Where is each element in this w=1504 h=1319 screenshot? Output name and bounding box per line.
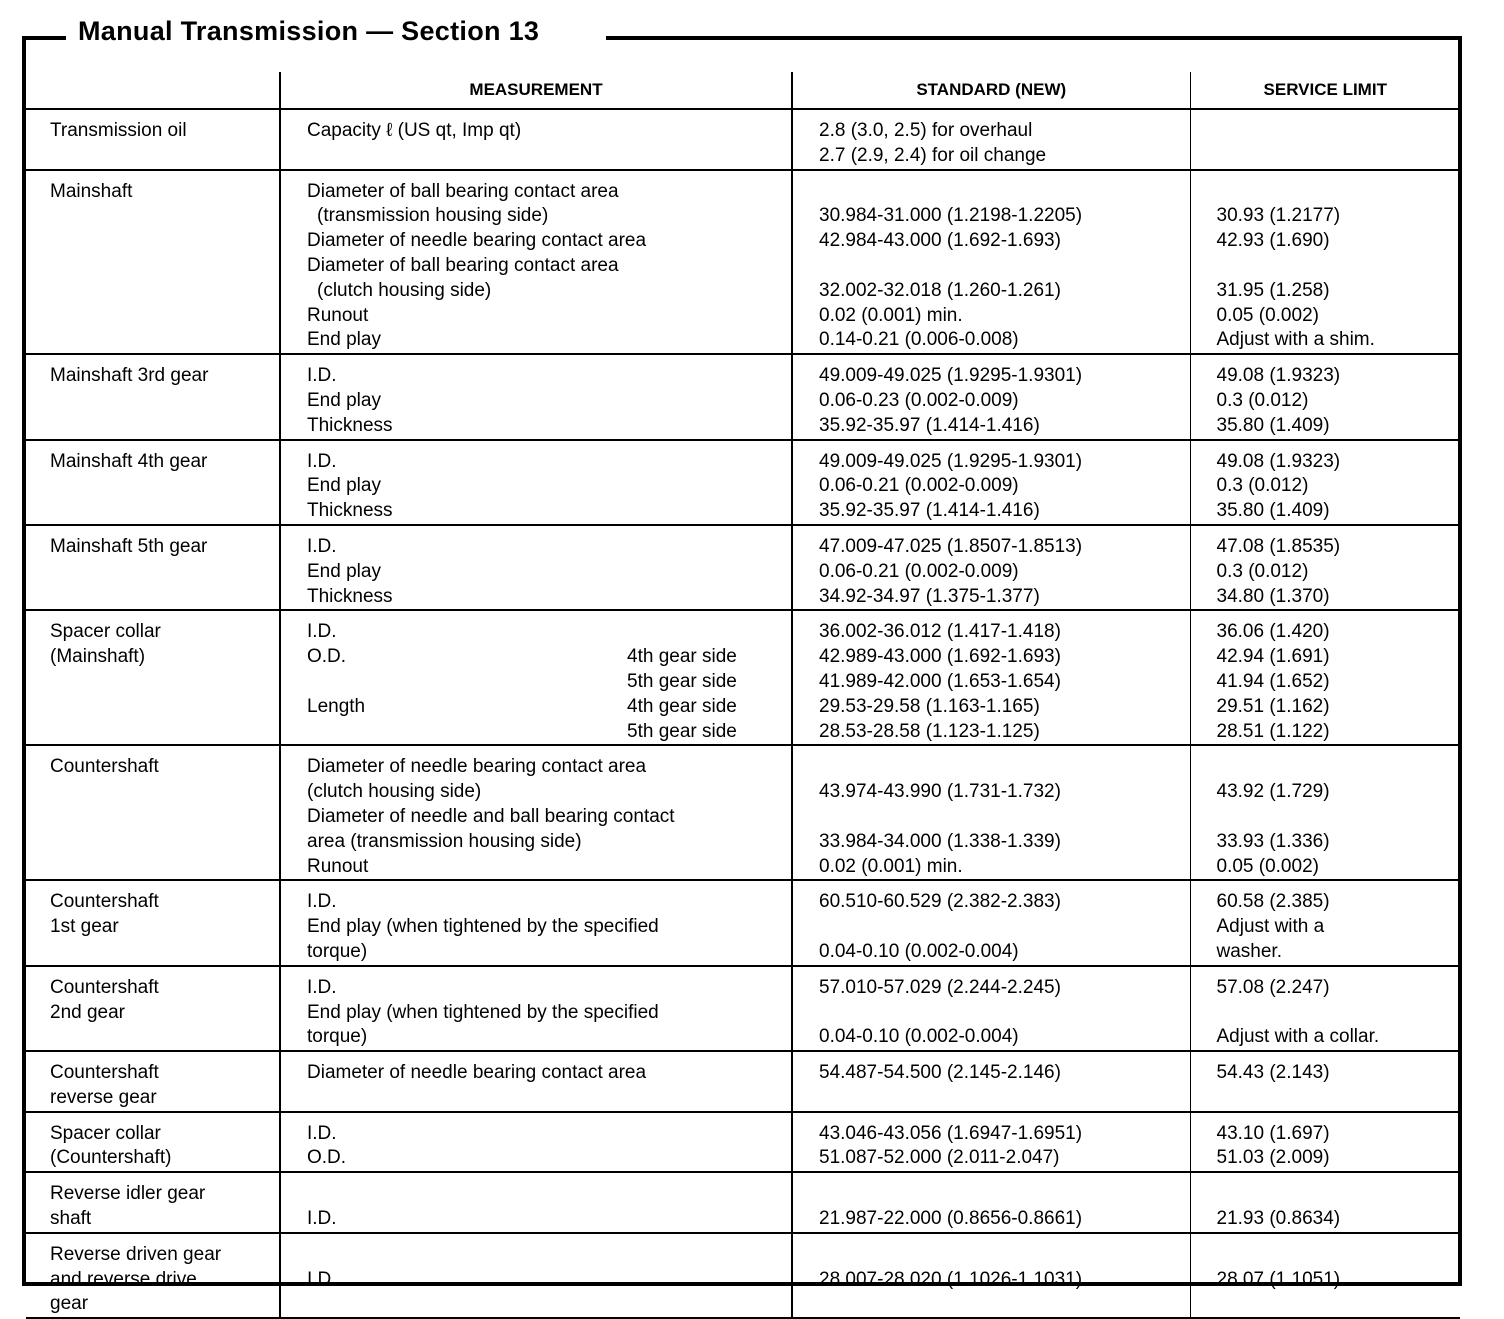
limit-line: 35.80 (1.409) bbox=[1216, 414, 1330, 436]
standard-cell bbox=[792, 109, 1190, 170]
limit-line: 49.08 (1.9323) bbox=[1216, 365, 1341, 387]
measurement-cell bbox=[280, 1172, 792, 1233]
measurement-line: area (transmission housing side) bbox=[307, 830, 582, 852]
measurement-line: Capacity ℓ (US qt, Imp qt) bbox=[307, 120, 522, 141]
measurement-cell bbox=[280, 1051, 792, 1112]
measurement-side: 4th gear side bbox=[627, 646, 737, 668]
part-line: Mainshaft 4th gear bbox=[50, 450, 208, 472]
standard-line: 47.009-47.025 (1.8507-1.8513) bbox=[819, 535, 1083, 557]
standard-line: 21.987-22.000 (0.8656-0.8661) bbox=[819, 1208, 1083, 1230]
measurement-label: O.D. bbox=[307, 646, 347, 668]
standard-line: 33.984-34.000 (1.338-1.339) bbox=[819, 830, 1061, 852]
limit-line: Adjust with a shim. bbox=[1216, 329, 1375, 351]
part-line: reverse gear bbox=[50, 1086, 157, 1108]
limit-line: 28.07 (1.1051) bbox=[1216, 1268, 1341, 1290]
measurement-line: Thickness bbox=[307, 585, 393, 607]
standard-cell bbox=[792, 1233, 1190, 1318]
measurement-side: 5th gear side bbox=[627, 670, 737, 692]
limit-line bbox=[1217, 1243, 1461, 1268]
part-line: Mainshaft 3rd gear bbox=[50, 365, 209, 387]
part-line: Countershaft bbox=[50, 976, 159, 998]
measurement-line: End play (when tightened by the specified bbox=[307, 1001, 659, 1023]
table-row bbox=[26, 1172, 1460, 1233]
measurement-line: I.D. bbox=[307, 450, 337, 472]
standard-cell bbox=[792, 1051, 1190, 1112]
limit-line: 51.03 (2.009) bbox=[1216, 1147, 1330, 1169]
measurement-side: 4th gear side bbox=[627, 695, 737, 717]
limit-line: 28.51 (1.122) bbox=[1216, 720, 1330, 742]
service-limit-cell bbox=[1190, 966, 1460, 1051]
measurement-cell bbox=[280, 170, 792, 355]
measurement-side: 5th gear side bbox=[627, 720, 737, 742]
measurement-line: Runout bbox=[307, 304, 369, 326]
table-row bbox=[26, 525, 1460, 610]
measurement-line: torque) bbox=[307, 1026, 368, 1048]
service-limit-cell bbox=[1190, 1233, 1460, 1318]
part-name-cell bbox=[26, 1172, 280, 1233]
standard-line: 57.010-57.029 (2.244-2.245) bbox=[819, 976, 1061, 998]
measurement-line: End play (when tightened by the specified bbox=[307, 916, 659, 938]
measurement-line: (clutch housing side) bbox=[317, 279, 492, 301]
table-row bbox=[26, 109, 1460, 170]
measurement-line: I.D. bbox=[307, 891, 337, 913]
measurement-cell bbox=[280, 1233, 792, 1318]
part-name-cell bbox=[26, 354, 280, 439]
part-line: Reverse driven gear bbox=[50, 1243, 222, 1265]
measurement-cell bbox=[280, 610, 792, 745]
standard-cell bbox=[792, 610, 1190, 745]
measurement-line bbox=[307, 670, 791, 695]
standard-cell bbox=[792, 440, 1190, 525]
standard-line: 32.002-32.018 (1.260-1.261) bbox=[819, 279, 1061, 301]
standard-cell bbox=[792, 525, 1190, 610]
standard-line: 0.06-0.21 (0.002-0.009) bbox=[819, 560, 1019, 582]
measurement-cell bbox=[280, 966, 792, 1051]
part-name-cell bbox=[26, 525, 280, 610]
standard-line: 2.8 (3.0, 2.5) for overhaul bbox=[819, 120, 1033, 141]
part-name-cell bbox=[26, 1051, 280, 1112]
standard-line bbox=[819, 1086, 1190, 1111]
standard-line bbox=[819, 1243, 1190, 1268]
limit-line bbox=[1217, 119, 1461, 144]
measurement-line: I.D. bbox=[307, 365, 337, 387]
standard-line: 42.984-43.000 (1.692-1.693) bbox=[819, 230, 1061, 252]
header-measurement: MEASUREMENT bbox=[280, 72, 792, 109]
table-row bbox=[26, 966, 1460, 1051]
part-line: Mainshaft bbox=[50, 180, 133, 202]
standard-line: 49.009-49.025 (1.9295-1.9301) bbox=[819, 365, 1083, 387]
standard-line: 43.046-43.056 (1.6947-1.6951) bbox=[819, 1122, 1083, 1144]
limit-line: 41.94 (1.652) bbox=[1216, 670, 1330, 692]
measurement-line: Diameter of needle bearing contact area bbox=[307, 756, 647, 778]
part-line: Spacer collar bbox=[50, 1122, 161, 1144]
service-limit-cell bbox=[1190, 440, 1460, 525]
limit-line: 0.3 (0.012) bbox=[1216, 560, 1309, 582]
limit-line: 43.92 (1.729) bbox=[1216, 781, 1330, 803]
table-row bbox=[26, 1051, 1460, 1112]
limit-line: 0.3 (0.012) bbox=[1216, 475, 1309, 497]
measurement-line bbox=[307, 144, 791, 169]
limit-line: Adjust with a collar. bbox=[1216, 1026, 1380, 1048]
standard-line bbox=[819, 805, 1190, 830]
limit-line: 33.93 (1.336) bbox=[1216, 830, 1330, 852]
limit-line: 0.05 (0.002) bbox=[1216, 304, 1319, 326]
limit-line bbox=[1217, 1001, 1461, 1026]
measurement-cell bbox=[280, 1112, 792, 1173]
standard-line bbox=[819, 1001, 1190, 1026]
limit-line: 60.58 (2.385) bbox=[1216, 891, 1330, 913]
part-line: Reverse idler gear bbox=[50, 1183, 206, 1205]
limit-line: 0.3 (0.012) bbox=[1216, 389, 1309, 411]
standard-line: 29.53-29.58 (1.163-1.165) bbox=[819, 695, 1040, 717]
limit-line bbox=[1217, 755, 1461, 780]
standard-line: 30.984-31.000 (1.2198-1.2205) bbox=[819, 205, 1083, 227]
standard-line: 43.974-43.990 (1.731-1.732) bbox=[819, 781, 1061, 803]
part-name-cell bbox=[26, 1112, 280, 1173]
section-title: Manual Transmission — Section 13 bbox=[78, 16, 540, 46]
measurement-line: Thickness bbox=[307, 500, 393, 522]
measurement-line: I.D. bbox=[307, 976, 337, 998]
standard-cell bbox=[792, 170, 1190, 355]
limit-line bbox=[1217, 805, 1461, 830]
measurement-line: I.D. bbox=[307, 1268, 337, 1290]
measurement-line: (transmission housing side) bbox=[317, 205, 549, 227]
table-row bbox=[26, 1233, 1460, 1318]
standard-line: 0.04-0.10 (0.002-0.004) bbox=[819, 940, 1019, 962]
measurement-label: I.D. bbox=[307, 621, 337, 643]
limit-line: 54.43 (2.143) bbox=[1216, 1062, 1330, 1084]
part-name-cell bbox=[26, 440, 280, 525]
service-limit-cell bbox=[1190, 880, 1460, 965]
measurement-line: (clutch housing side) bbox=[307, 781, 482, 803]
part-name-cell bbox=[26, 1233, 280, 1318]
standard-line: 41.989-42.000 (1.653-1.654) bbox=[819, 670, 1061, 692]
standard-line: 51.087-52.000 (2.011-2.047) bbox=[819, 1147, 1060, 1169]
frame-top-rule-left bbox=[22, 36, 66, 40]
part-name-cell bbox=[26, 880, 280, 965]
part-line: (Countershaft) bbox=[50, 1147, 172, 1169]
measurement-label: Length bbox=[307, 695, 366, 717]
limit-line: 57.08 (2.247) bbox=[1216, 976, 1330, 998]
limit-line: 21.93 (0.8634) bbox=[1216, 1208, 1341, 1230]
standard-line bbox=[819, 915, 1190, 940]
measurement-line: Thickness bbox=[307, 414, 393, 436]
measurement-line bbox=[307, 720, 791, 745]
limit-line: 35.80 (1.409) bbox=[1216, 500, 1330, 522]
table-row bbox=[26, 1112, 1460, 1173]
service-limit-cell bbox=[1190, 1112, 1460, 1173]
limit-line: 36.06 (1.420) bbox=[1216, 621, 1330, 643]
standard-line bbox=[819, 1292, 1190, 1317]
standard-cell bbox=[792, 1112, 1190, 1173]
measurement-cell bbox=[280, 745, 792, 880]
measurement-line: End play bbox=[307, 329, 381, 351]
service-limit-cell bbox=[1190, 170, 1460, 355]
part-line: and reverse drive bbox=[50, 1268, 197, 1290]
standard-line: 36.002-36.012 (1.417-1.418) bbox=[819, 621, 1061, 643]
standard-line: 28.53-28.58 (1.123-1.125) bbox=[819, 720, 1040, 742]
measurement-line: End play bbox=[307, 475, 381, 497]
table-row bbox=[26, 354, 1460, 439]
standard-line: 0.02 (0.001) min. bbox=[819, 304, 963, 326]
standard-line: 0.14-0.21 (0.006-0.008) bbox=[819, 329, 1019, 351]
standard-cell bbox=[792, 354, 1190, 439]
header-service-limit: SERVICE LIMIT bbox=[1190, 72, 1460, 109]
measurement-line bbox=[307, 695, 791, 720]
limit-line: washer. bbox=[1216, 940, 1282, 962]
limit-line: 0.05 (0.002) bbox=[1216, 855, 1319, 877]
measurement-line bbox=[307, 620, 791, 645]
part-name-cell bbox=[26, 745, 280, 880]
part-line: gear bbox=[50, 1293, 89, 1315]
part-name-cell bbox=[26, 610, 280, 745]
standard-line: 35.92-35.97 (1.414-1.416) bbox=[819, 414, 1040, 436]
spec-table bbox=[26, 72, 1460, 1319]
limit-line: 42.93 (1.690) bbox=[1216, 230, 1330, 252]
part-line: Countershaft bbox=[50, 1062, 159, 1084]
header-row bbox=[26, 72, 1460, 109]
standard-line: 2.7 (2.9, 2.4) for oil change bbox=[819, 144, 1047, 166]
part-line: Transmission oil bbox=[50, 120, 187, 141]
limit-line bbox=[1217, 1086, 1461, 1111]
standard-line: 0.04-0.10 (0.002-0.004) bbox=[819, 1026, 1019, 1048]
measurement-line bbox=[307, 1243, 791, 1268]
part-line: Mainshaft 5th gear bbox=[50, 535, 208, 557]
part-line: Countershaft bbox=[50, 756, 159, 778]
service-limit-cell bbox=[1190, 1051, 1460, 1112]
measurement-cell bbox=[280, 109, 792, 170]
measurement-cell bbox=[280, 880, 792, 965]
part-name-cell bbox=[26, 109, 280, 170]
part-line: Spacer collar bbox=[50, 621, 161, 643]
standard-cell bbox=[792, 1172, 1190, 1233]
service-limit-cell bbox=[1190, 109, 1460, 170]
service-limit-cell bbox=[1190, 525, 1460, 610]
limit-line: 43.10 (1.697) bbox=[1216, 1122, 1330, 1144]
limit-line: Adjust with a bbox=[1216, 916, 1325, 938]
measurement-line bbox=[307, 1182, 791, 1207]
standard-line bbox=[819, 755, 1190, 780]
table-row bbox=[26, 170, 1460, 355]
measurement-line: End play bbox=[307, 560, 381, 582]
header-part bbox=[26, 72, 280, 109]
standard-line: 35.92-35.97 (1.414-1.416) bbox=[819, 500, 1040, 522]
limit-line bbox=[1217, 1292, 1461, 1317]
part-name-cell bbox=[26, 966, 280, 1051]
part-line: 1st gear bbox=[50, 916, 119, 938]
measurement-line: I.D. bbox=[307, 535, 337, 557]
header-standard: STANDARD (NEW) bbox=[792, 72, 1190, 109]
standard-cell bbox=[792, 745, 1190, 880]
limit-line: 31.95 (1.258) bbox=[1216, 279, 1330, 301]
standard-line bbox=[819, 254, 1190, 279]
standard-line: 60.510-60.529 (2.382-2.383) bbox=[819, 891, 1061, 913]
limit-line: 29.51 (1.162) bbox=[1216, 695, 1330, 717]
standard-cell bbox=[792, 966, 1190, 1051]
measurement-line: Runout bbox=[307, 855, 369, 877]
frame-top-rule-right bbox=[606, 36, 1462, 40]
table-row bbox=[26, 880, 1460, 965]
part-name-cell bbox=[26, 170, 280, 355]
measurement-line: Diameter of needle bearing contact area bbox=[307, 230, 647, 252]
limit-line: 34.80 (1.370) bbox=[1216, 585, 1330, 607]
limit-line bbox=[1217, 254, 1461, 279]
standard-line: 0.06-0.23 (0.002-0.009) bbox=[819, 389, 1019, 411]
limit-line bbox=[1217, 180, 1461, 205]
standard-line bbox=[819, 1182, 1190, 1207]
measurement-line: torque) bbox=[307, 940, 368, 962]
standard-cell bbox=[792, 880, 1190, 965]
measurement-line: Diameter of needle and ball bearing contact bbox=[307, 805, 675, 827]
limit-line: 42.94 (1.691) bbox=[1216, 646, 1330, 668]
standard-line: 0.06-0.21 (0.002-0.009) bbox=[819, 475, 1019, 497]
standard-line: 54.487-54.500 (2.145-2.146) bbox=[819, 1062, 1061, 1084]
service-limit-cell bbox=[1190, 354, 1460, 439]
limit-line: 30.93 (1.2177) bbox=[1216, 205, 1341, 227]
limit-line: 49.08 (1.9323) bbox=[1216, 450, 1341, 472]
service-limit-cell bbox=[1190, 745, 1460, 880]
measurement-line bbox=[307, 645, 791, 670]
part-line: shaft bbox=[50, 1208, 92, 1230]
table-row bbox=[26, 440, 1460, 525]
table-row bbox=[26, 610, 1460, 745]
service-limit-cell bbox=[1190, 610, 1460, 745]
standard-line: 49.009-49.025 (1.9295-1.9301) bbox=[819, 450, 1083, 472]
measurement-line: I.D. bbox=[307, 1122, 337, 1144]
measurement-line: O.D. bbox=[307, 1147, 347, 1169]
standard-line: 0.02 (0.001) min. bbox=[819, 855, 963, 877]
limit-line: 47.08 (1.8535) bbox=[1216, 535, 1341, 557]
limit-line bbox=[1217, 1182, 1461, 1207]
standard-line: 42.989-43.000 (1.692-1.693) bbox=[819, 646, 1061, 668]
measurement-line bbox=[307, 1086, 791, 1111]
limit-line bbox=[1217, 144, 1461, 169]
table-row bbox=[26, 745, 1460, 880]
part-line: 2nd gear bbox=[50, 1001, 126, 1023]
service-limit-cell bbox=[1190, 1172, 1460, 1233]
measurement-line: I.D. bbox=[307, 1208, 337, 1230]
measurement-line: Diameter of ball bearing contact area bbox=[307, 254, 619, 276]
part-line: Countershaft bbox=[50, 891, 159, 913]
measurement-line: End play bbox=[307, 389, 381, 411]
standard-line: 34.92-34.97 (1.375-1.377) bbox=[819, 585, 1040, 607]
part-line: (Mainshaft) bbox=[50, 646, 146, 668]
measurement-line: Diameter of needle bearing contact area bbox=[307, 1062, 647, 1084]
standard-line bbox=[819, 180, 1190, 205]
measurement-line: Diameter of ball bearing contact area bbox=[307, 180, 619, 202]
measurement-cell bbox=[280, 354, 792, 439]
measurement-line bbox=[307, 1292, 791, 1317]
standard-line: 28.007-28.020 (1.1026-1.1031) bbox=[819, 1268, 1083, 1290]
measurement-cell bbox=[280, 525, 792, 610]
measurement-cell bbox=[280, 440, 792, 525]
